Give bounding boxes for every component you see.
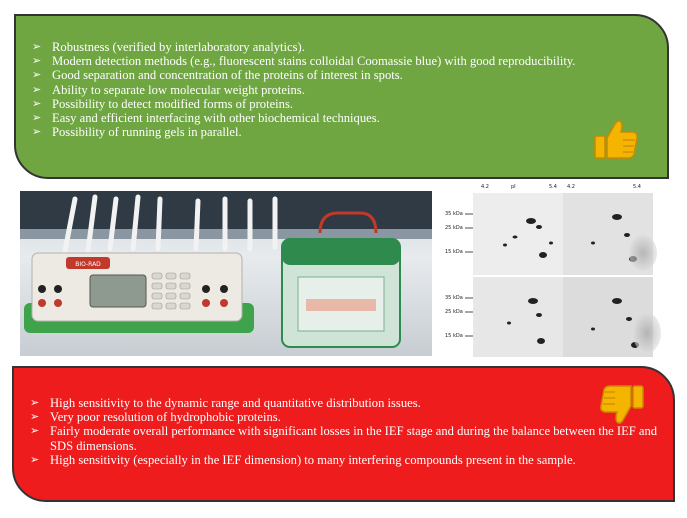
- advantage-item: ➢ Good separation and concentration of the proteins of interest in spots.: [32, 68, 403, 83]
- advantage-item: ➢ Ability to separate low molecular weight proteins.: [32, 82, 305, 97]
- device-illustration: [20, 191, 432, 356]
- arrow-bullet-icon: ➢: [32, 125, 42, 139]
- arrow-bullet-icon: ➢: [32, 40, 42, 53]
- gel-images: [443, 183, 673, 361]
- arrow-bullet-icon: ➢: [32, 68, 42, 82]
- arrow-bullet-icon: ➢: [32, 82, 42, 96]
- ph-high-label: 5.4: [633, 184, 641, 190]
- disadvantage-item: ➢ High sensitivity (especially in the IEF dimension) to many interfering compounds present in the sample.: [30, 452, 576, 467]
- mw-label: 35 kDa: [445, 295, 463, 301]
- ph-high-label: 5.4: [549, 184, 557, 190]
- disadvantage-item: ➢ High sensitivity to the dynamic range and quantitative distribution issues.: [30, 396, 421, 410]
- thumbs-up-icon: [593, 116, 639, 162]
- arrow-bullet-icon: ➢: [30, 396, 40, 409]
- 2d-gel-photo: [443, 183, 673, 361]
- arrow-bullet-icon: ➢: [30, 424, 40, 438]
- ph-axis-label: pI: [511, 184, 516, 190]
- disadvantage-item: ➢ Very poor resolution of hydrophobic proteins.: [30, 410, 281, 425]
- arrow-bullet-icon: ➢: [32, 54, 42, 68]
- mw-label: 25 kDa: [445, 309, 463, 315]
- thumbs-down-icon: [599, 382, 645, 428]
- disadvantage-item: ➢ Fairly moderate overall performance with significant losses in the IEF stage and during the balance between the IEF and SDS dimensions.: [30, 424, 658, 453]
- ph-low-label: 4.2: [481, 184, 489, 190]
- advantage-item: ➢ Possibility to detect modified forms of proteins.: [32, 96, 294, 111]
- mw-label: 35 kDa: [445, 211, 463, 217]
- arrow-bullet-icon: ➢: [32, 96, 42, 110]
- advantage-item: ➢ Easy and efficient interfacing with other biochemical techniques.: [32, 111, 380, 126]
- arrow-bullet-icon: ➢: [30, 410, 40, 424]
- mw-label: 15 kDa: [445, 333, 463, 339]
- advantages-list: [30, 40, 575, 139]
- ph-low-label: 4.2: [567, 184, 575, 190]
- mw-label: 15 kDa: [445, 249, 463, 255]
- advantages-panel: [14, 14, 669, 179]
- advantage-item: ➢ Robustness (verified by interlaboratory analytics).: [32, 40, 305, 54]
- disadvantages-list: [28, 396, 670, 467]
- arrow-bullet-icon: ➢: [32, 111, 42, 125]
- advantage-item: ➢ Possibility of running gels in parallel.: [32, 125, 242, 140]
- advantage-item: ➢ Modern detection methods (e.g., fluorescent stains colloidal Coomassie blue) with good reproducibility.: [32, 54, 576, 69]
- brand-label: BIO-RAD: [75, 261, 101, 268]
- disadvantages-panel: [12, 366, 675, 502]
- mw-label: 25 kDa: [445, 225, 463, 231]
- arrow-bullet-icon: ➢: [30, 452, 40, 466]
- electrophoresis-device-photo: [20, 191, 432, 356]
